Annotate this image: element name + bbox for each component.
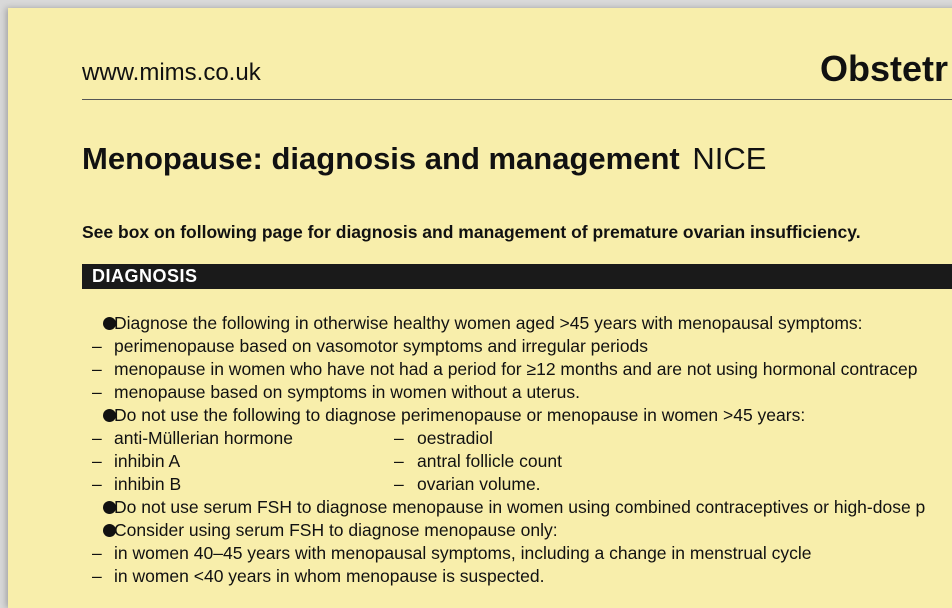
website-url: www.mims.co.uk bbox=[82, 59, 261, 86]
page-title bbox=[82, 141, 766, 177]
dash-marker: – bbox=[92, 566, 102, 586]
list-item: – in women <40 years in whom menopause is suspected. bbox=[92, 566, 545, 586]
list-item: – menopause in women who have not had a period for ≥12 months and are not using hormonal contracep bbox=[92, 359, 918, 379]
dash-marker: – bbox=[92, 428, 102, 448]
dash-marker: – bbox=[92, 359, 102, 379]
section-bar bbox=[82, 264, 952, 289]
list-item: Do not use serum FSH to diagnose menopause in women using combined contraceptives or high-dose p bbox=[114, 497, 926, 517]
title-source: NICE bbox=[692, 141, 767, 176]
header-divider bbox=[82, 99, 952, 100]
section-title: Obstetr bbox=[820, 48, 949, 89]
document-page bbox=[8, 8, 952, 608]
list-item: – inhibin A – antral follicle count bbox=[92, 451, 562, 471]
dash-marker: – bbox=[92, 336, 102, 356]
section-bar-label: DIAGNOSIS bbox=[92, 266, 198, 286]
dash-marker: – bbox=[92, 474, 102, 494]
dash-marker: – bbox=[92, 451, 102, 471]
list-item: Consider using serum FSH to diagnose menopause only: bbox=[114, 520, 558, 540]
dash-marker: – bbox=[394, 451, 404, 471]
list-item: – in women 40–45 years with menopausal symptoms, including a change in menstrual cycle bbox=[92, 543, 812, 563]
list-item: Diagnose the following in otherwise healthy women aged >45 years with menopausal symptoms: bbox=[114, 313, 863, 333]
diagnosis-list bbox=[82, 312, 952, 588]
intro-note: See box on following page for diagnosis and management of premature ovarian insufficiency. bbox=[82, 222, 861, 242]
list-item: Do not use the following to diagnose perimenopause or menopause in women >45 years: bbox=[114, 405, 806, 425]
dash-marker: – bbox=[92, 382, 102, 402]
list-item: – inhibin B – ovarian volume. bbox=[92, 474, 541, 494]
list-item: – anti-Müllerian hormone – oestradiol bbox=[92, 428, 493, 448]
title-main: Menopause: diagnosis and management bbox=[82, 141, 680, 176]
dash-marker: – bbox=[394, 428, 404, 448]
dash-marker: – bbox=[92, 543, 102, 563]
dash-marker: – bbox=[394, 474, 404, 494]
list-item: – menopause based on symptoms in women without a uterus. bbox=[92, 382, 580, 402]
list-item: – perimenopause based on vasomotor symptoms and irregular periods bbox=[92, 336, 649, 356]
